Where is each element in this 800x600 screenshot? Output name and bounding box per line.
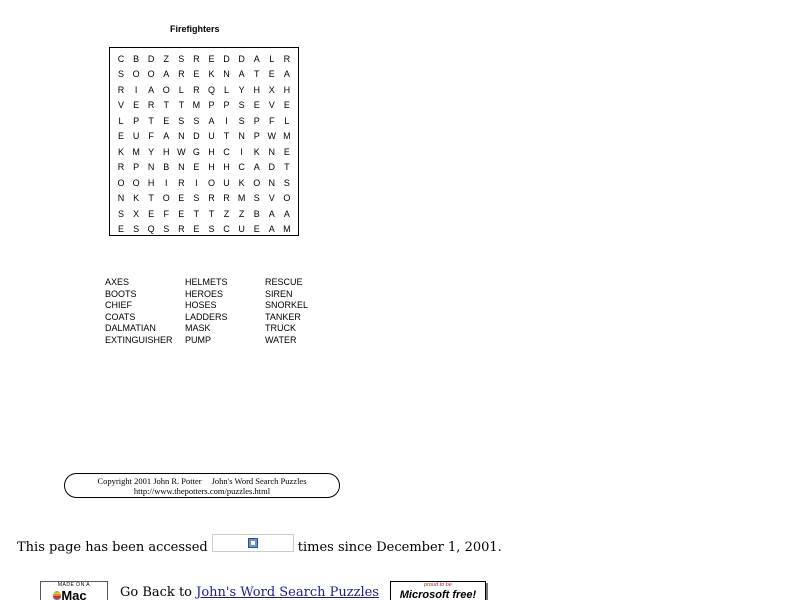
grid-row bbox=[110, 113, 298, 129]
grid-row bbox=[110, 67, 298, 83]
grid-cell: O bbox=[147, 69, 155, 80]
grid-cell: E bbox=[178, 208, 185, 219]
grid-cell: Y bbox=[148, 146, 155, 157]
grid-cell: A bbox=[148, 84, 155, 95]
grid-cell: O bbox=[253, 177, 261, 188]
access-text-after: times since December 1, 2001. bbox=[297, 539, 502, 555]
grid-cell: H bbox=[208, 146, 215, 157]
grid-cell: D bbox=[238, 53, 245, 64]
grid-cell: Q bbox=[147, 224, 155, 235]
word-item: AXES bbox=[105, 277, 130, 287]
grid-cell: E bbox=[148, 208, 155, 219]
grid-cell: M bbox=[283, 131, 291, 142]
grid-cell: O bbox=[162, 84, 170, 95]
grid-row bbox=[110, 206, 298, 222]
word-item: DALMATIAN bbox=[105, 323, 156, 334]
grid-cell: U bbox=[238, 224, 245, 235]
grid-cell: S bbox=[253, 193, 260, 204]
grid-cell: L bbox=[224, 84, 230, 95]
grid-cell: T bbox=[284, 162, 290, 173]
grid-cell: V bbox=[268, 193, 275, 204]
copyright-box bbox=[64, 473, 340, 498]
word-item: HOSES bbox=[185, 300, 217, 311]
ms-badge-big-text: Microsoft free! bbox=[399, 589, 477, 600]
grid-cell: E bbox=[163, 115, 170, 126]
grid-cell: M bbox=[192, 100, 201, 111]
grid-cell: R bbox=[208, 193, 215, 204]
grid-cell: A bbox=[253, 162, 260, 173]
grid-cell: Z bbox=[238, 208, 245, 219]
grid-cell: S bbox=[163, 224, 170, 235]
grid-cell: V bbox=[268, 100, 275, 111]
grid-cell: O bbox=[283, 193, 291, 204]
grid-cell: L bbox=[269, 53, 275, 64]
grid-cell: A bbox=[238, 69, 245, 80]
grid-cell: C bbox=[223, 224, 230, 235]
grid-cell: H bbox=[147, 177, 155, 188]
copyright-url: http://www.thepotters.com/puzzles.html bbox=[133, 486, 271, 496]
grid-cell: N bbox=[178, 131, 185, 142]
word-search-grid bbox=[109, 47, 299, 236]
grid-cell: P bbox=[208, 100, 215, 111]
go-back-line bbox=[120, 585, 379, 600]
grid-cell: D bbox=[268, 162, 276, 173]
word-column bbox=[265, 277, 308, 347]
grid-cell: O bbox=[207, 177, 215, 188]
grid-cell: R bbox=[193, 84, 200, 95]
grid-cell: M bbox=[132, 146, 140, 157]
grid-cell: N bbox=[268, 146, 276, 157]
apple-logo-icon bbox=[53, 591, 61, 600]
grid-cell: S bbox=[178, 115, 185, 126]
grid-row bbox=[110, 129, 298, 145]
grid-cell: P bbox=[253, 131, 260, 142]
grid-cell: Z bbox=[223, 208, 230, 219]
grid-cell: S bbox=[133, 224, 140, 235]
grid-cell: F bbox=[148, 131, 154, 142]
copyright-site-name: John's Word Search Puzzles bbox=[211, 476, 307, 486]
grid-cell: W bbox=[267, 131, 277, 142]
grid-cell: S bbox=[193, 193, 200, 204]
grid-cell: T bbox=[148, 193, 154, 204]
grid-cell: A bbox=[268, 224, 275, 235]
microsoft-free-badge[interactable] bbox=[390, 581, 486, 600]
word-item: MASK bbox=[185, 323, 211, 334]
grid-cell: S bbox=[238, 100, 245, 111]
grid-cell: E bbox=[193, 69, 200, 80]
grid-cell: E bbox=[117, 131, 124, 142]
grid-cell: A bbox=[283, 208, 290, 219]
grid-cell: I bbox=[240, 146, 243, 157]
grid-cell: H bbox=[223, 162, 230, 173]
grid-cell: L bbox=[284, 115, 290, 126]
grid-cell: E bbox=[133, 100, 140, 111]
grid-row bbox=[110, 82, 298, 98]
grid-cell: T bbox=[223, 131, 230, 142]
grid-cell: P bbox=[133, 162, 140, 173]
grid-row bbox=[110, 191, 298, 207]
word-item: BOOTS bbox=[105, 288, 137, 299]
grid-cell: P bbox=[133, 115, 140, 126]
grid-cell: B bbox=[163, 162, 170, 173]
grid-cell: L bbox=[178, 84, 184, 95]
grid-cell: S bbox=[117, 208, 124, 219]
grid-cell: H bbox=[162, 146, 170, 157]
grid-cell: H bbox=[253, 84, 260, 95]
grid-cell: D bbox=[223, 53, 230, 64]
grid-cell: K bbox=[133, 193, 140, 204]
grid-cell: F bbox=[269, 115, 275, 126]
grid-cell: S bbox=[193, 115, 200, 126]
grid-cell: C bbox=[223, 146, 230, 157]
grid-row bbox=[110, 51, 298, 67]
grid-cell: B bbox=[133, 53, 140, 64]
grid-cell: L bbox=[118, 115, 124, 126]
grid-cell: A bbox=[163, 131, 170, 142]
grid-cell: P bbox=[253, 115, 260, 126]
grid-cell: E bbox=[193, 224, 200, 235]
word-item: EXTINGUISHER bbox=[105, 334, 173, 345]
grid-cell: X bbox=[133, 208, 140, 219]
grid-cell: S bbox=[283, 177, 290, 188]
grid-row bbox=[110, 144, 298, 160]
grid-cell: S bbox=[238, 115, 245, 126]
grid-cell: E bbox=[268, 69, 275, 80]
grid-cell: S bbox=[117, 69, 124, 80]
grid-cell: E bbox=[208, 53, 215, 64]
grid-cell: S bbox=[178, 53, 185, 64]
grid-cell: I bbox=[225, 115, 228, 126]
grid-cell: W bbox=[177, 146, 186, 157]
word-item: HEROES bbox=[185, 288, 224, 299]
word-item: TANKER bbox=[265, 311, 301, 322]
grid-cell: M bbox=[237, 193, 246, 204]
grid-cell: R bbox=[178, 224, 185, 235]
grid-cell: U bbox=[132, 131, 140, 142]
go-back-text: Go Back to bbox=[120, 585, 192, 600]
grid-cell: D bbox=[147, 53, 155, 64]
grid-cell: T bbox=[148, 115, 154, 126]
grid-cell: N bbox=[268, 177, 276, 188]
grid-cell: R bbox=[117, 84, 125, 95]
grid-row bbox=[110, 160, 298, 176]
grid-cell: I bbox=[134, 84, 138, 95]
puzzle-title: Firefighters bbox=[170, 24, 220, 34]
mac-badge-small-text: MADE ON A bbox=[57, 582, 91, 588]
grid-cell: I bbox=[164, 177, 168, 188]
word-item: LADDERS bbox=[185, 311, 228, 322]
grid-cell: C bbox=[117, 53, 125, 64]
grid-cell: E bbox=[253, 224, 260, 235]
word-column bbox=[185, 277, 251, 347]
grid-cell: E bbox=[253, 100, 260, 111]
word-item: PUMP bbox=[185, 334, 212, 345]
grid-cell: F bbox=[163, 208, 169, 219]
access-counter-line bbox=[17, 538, 502, 556]
grid-cell: U bbox=[208, 131, 215, 142]
grid-cell: E bbox=[117, 224, 124, 235]
grid-cell: H bbox=[208, 162, 215, 173]
broken-image-icon bbox=[248, 538, 258, 548]
grid-cell: I bbox=[195, 177, 198, 188]
grid-cell: R bbox=[223, 193, 230, 204]
grid-cell: Y bbox=[238, 84, 245, 95]
access-text-before: This page has been accessed bbox=[17, 539, 208, 555]
made-on-mac-badge[interactable] bbox=[40, 581, 108, 600]
grid-cell: N bbox=[178, 162, 185, 173]
mac-badge-big-text: Mac bbox=[61, 588, 87, 600]
grid-cell: A bbox=[163, 69, 170, 80]
grid-cell: R bbox=[193, 53, 200, 64]
grid-cell: R bbox=[283, 53, 291, 64]
word-item: SIREN bbox=[265, 288, 293, 299]
hit-counter bbox=[212, 534, 294, 552]
grid-cell: O bbox=[132, 69, 140, 80]
grid-cell: M bbox=[283, 224, 291, 235]
grid-cell: C bbox=[238, 162, 245, 173]
grid-cell: R bbox=[178, 177, 185, 188]
word-item: CHIEF bbox=[105, 300, 132, 311]
grid-cell: T bbox=[253, 69, 260, 80]
word-item: SNORKEL bbox=[265, 300, 309, 311]
grid-cell: V bbox=[117, 100, 124, 111]
word-column bbox=[105, 277, 171, 347]
grid-cell: N bbox=[147, 162, 155, 173]
grid-cell: Q bbox=[207, 84, 215, 95]
go-back-link[interactable]: John's Word Search Puzzles bbox=[196, 585, 379, 600]
grid-cell: O bbox=[162, 193, 170, 204]
grid-cell: A bbox=[283, 69, 290, 80]
grid-cell: K bbox=[117, 146, 124, 157]
grid-cell: H bbox=[283, 84, 291, 95]
grid-cell: O bbox=[117, 177, 125, 188]
grid-cell: K bbox=[238, 177, 245, 188]
grid-cell: A bbox=[208, 115, 215, 126]
copyright-text: Copyright 2001 John R. Potter bbox=[97, 476, 202, 486]
footer-row bbox=[40, 581, 486, 600]
grid-cell: E bbox=[283, 146, 290, 157]
grid-cell: T bbox=[208, 208, 215, 219]
grid-row bbox=[110, 175, 298, 191]
grid-cell: O bbox=[132, 177, 140, 188]
grid-cell: R bbox=[178, 69, 185, 80]
grid-cell: B bbox=[253, 208, 260, 219]
grid-cell: Z bbox=[163, 53, 169, 64]
grid-cell: N bbox=[117, 193, 125, 204]
ms-badge-small-text: proud to be bbox=[424, 582, 452, 588]
grid-cell: N bbox=[223, 69, 230, 80]
word-list bbox=[105, 277, 308, 347]
grid-cell: T bbox=[163, 100, 169, 111]
grid-cell: G bbox=[192, 146, 200, 157]
grid-cell: N bbox=[238, 131, 245, 142]
grid-cell: U bbox=[223, 177, 230, 188]
word-item: HELMETS bbox=[185, 277, 228, 287]
grid-row bbox=[110, 98, 298, 114]
grid-cell: R bbox=[117, 162, 125, 173]
grid-cell: K bbox=[253, 146, 260, 157]
word-item: WATER bbox=[265, 334, 297, 345]
grid-cell: E bbox=[178, 193, 185, 204]
grid-cell: S bbox=[208, 224, 215, 235]
grid-cell: T bbox=[193, 208, 200, 219]
word-item: COATS bbox=[105, 311, 136, 322]
grid-cell: X bbox=[268, 84, 275, 95]
grid-cell: D bbox=[193, 131, 200, 142]
grid-cell: E bbox=[193, 162, 200, 173]
grid-cell: T bbox=[178, 100, 185, 111]
grid-cell: R bbox=[147, 100, 155, 111]
grid-row bbox=[110, 222, 298, 238]
grid-cell: P bbox=[223, 100, 230, 111]
grid-cell: A bbox=[268, 208, 275, 219]
grid-cell: E bbox=[283, 100, 290, 111]
grid-cell: A bbox=[253, 53, 260, 64]
grid-cell: K bbox=[208, 69, 215, 80]
word-item: TRUCK bbox=[265, 323, 296, 334]
word-item: RESCUE bbox=[265, 277, 303, 287]
